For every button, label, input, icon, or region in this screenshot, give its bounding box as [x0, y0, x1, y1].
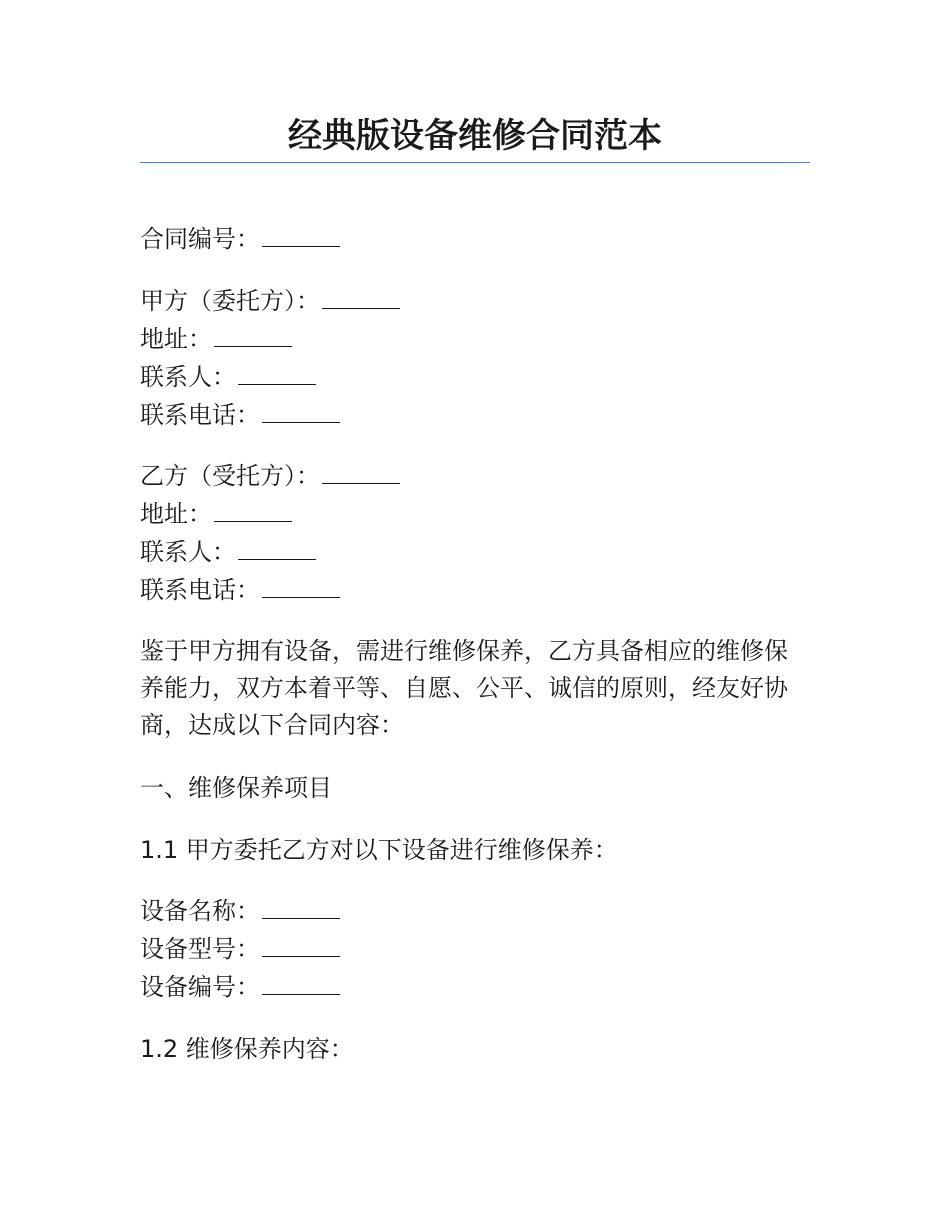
party-a-address-line	[140, 320, 292, 358]
contract-number-line	[140, 220, 340, 258]
contract-number-label: 合同编号：	[140, 225, 260, 253]
contract-number-blank[interactable]	[262, 220, 340, 247]
party-b-heading: 乙方（受托方）：	[140, 462, 320, 490]
party-a-name-blank[interactable]	[322, 282, 400, 309]
party-a-contact-blank[interactable]	[238, 358, 316, 385]
party-b-address-line	[140, 495, 292, 533]
equipment-name-label: 设备名称：	[140, 897, 260, 925]
clause-1-2: 1.2 维修保养内容：	[140, 1035, 354, 1063]
equipment-name-blank[interactable]	[262, 892, 340, 919]
party-a-address-blank[interactable]	[214, 320, 292, 347]
party-b-phone-blank[interactable]	[262, 571, 340, 598]
party-b-address-blank[interactable]	[214, 495, 292, 522]
clause-1-1: 1.1 甲方委托乙方对以下设备进行维修保养：	[140, 836, 618, 864]
party-b-contact-line	[140, 533, 316, 571]
equipment-name-line	[140, 892, 340, 930]
party-a-phone-label: 联系电话：	[140, 401, 260, 429]
equipment-model-blank[interactable]	[262, 930, 340, 957]
party-a-contact-line	[140, 358, 316, 396]
equipment-number-line	[140, 968, 340, 1006]
party-a-heading: 甲方（委托方）：	[140, 287, 320, 315]
equipment-model-label: 设备型号：	[140, 935, 260, 963]
section-1-heading: 一、维修保养项目	[140, 774, 332, 802]
title-divider	[140, 162, 810, 163]
party-b-address-label: 地址：	[140, 500, 212, 528]
party-b-contact-label: 联系人：	[140, 538, 236, 566]
party-a-contact-label: 联系人：	[140, 363, 236, 391]
preamble-paragraph: 鉴于甲方拥有设备，需进行维修保养，乙方具备相应的维修保养能力，双方本着平等、自愿、公平、诚信的原则，经友好协商，达成以下合同内容：	[140, 637, 788, 739]
party-a-address-label: 地址：	[140, 325, 212, 353]
party-a-heading-line	[140, 282, 400, 320]
party-b-name-blank[interactable]	[322, 457, 400, 484]
document-title: 经典版设备维修合同范本	[288, 116, 662, 156]
equipment-number-label: 设备编号：	[140, 973, 260, 1001]
equipment-model-line	[140, 930, 340, 968]
party-a-phone-line	[140, 396, 340, 434]
party-b-heading-line	[140, 457, 400, 495]
party-b-contact-blank[interactable]	[238, 533, 316, 560]
party-a-phone-blank[interactable]	[262, 396, 340, 423]
party-b-phone-line	[140, 571, 340, 609]
party-b-phone-label: 联系电话：	[140, 576, 260, 604]
equipment-number-blank[interactable]	[262, 968, 340, 995]
